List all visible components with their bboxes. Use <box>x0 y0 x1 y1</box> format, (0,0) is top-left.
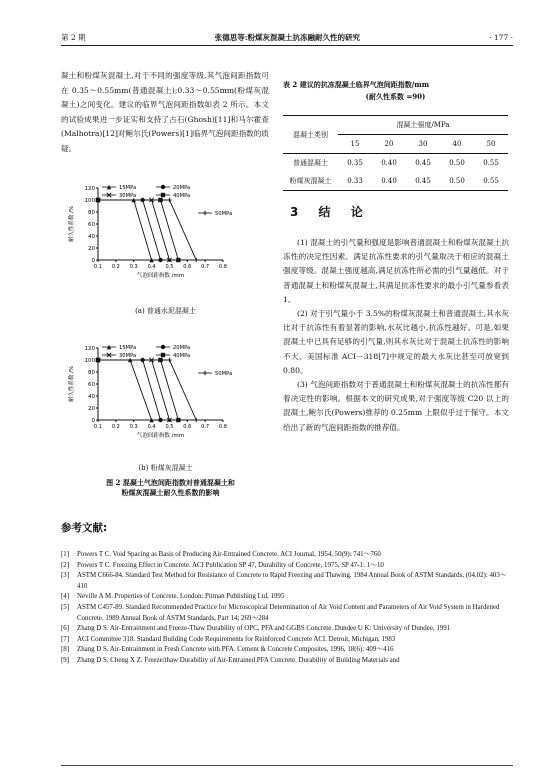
x-tick-label: 0.8 <box>219 424 227 430</box>
reference-item <box>61 561 511 572</box>
x-tick-label: 0.7 <box>201 424 210 430</box>
y-tick-label: 100 <box>84 358 95 364</box>
reference-text: Zhang D S. Air-Entrainment in Fresh Concrete with PFA. Cement & Concrete Composites, 1996, 18(6): 409～416 <box>77 646 394 654</box>
x-tick-label: 0.6 <box>183 264 192 270</box>
series-line <box>98 200 169 260</box>
reference-item <box>61 635 511 646</box>
reference-number: [5] <box>61 603 70 611</box>
table2-strength: 50 <box>486 140 496 148</box>
table2-cell: 0.50 <box>449 159 465 167</box>
table2-cell: 0.45 <box>415 177 431 185</box>
conclusion-paragraph: (1) 混凝土的引气量和强度是影响普通混凝土和粉煤灰混凝土抗冻性的决定性因素。满足抗冻性要求的引气量取决于相应的混凝土强度等级。混凝土强度越高,满足抗冻性所必需的引气量越低。对于普通混凝土和粉煤灰混凝土,其满足抗冻性要求的最小引气量参看表 1。 <box>283 238 509 304</box>
reference-text: ASTM C457-89. Standard Recommended Practice for Microscopical Determination of Air Void Content and Parameters of Air Void System in Hardened Concrete. 1989 Annual Book of ASTM Standards, Part 14; 269～284 <box>77 603 500 622</box>
x-tick-label: 0.6 <box>183 424 192 430</box>
figure-caption-line1: 图 2 混凝土气泡间距指数对普通混凝土和 <box>106 478 235 487</box>
data-point <box>161 353 165 357</box>
reference-item <box>61 645 511 656</box>
x-tick-label: 0.4 <box>147 264 156 270</box>
y-tick-label: 40 <box>88 234 95 240</box>
table2 <box>283 115 508 191</box>
table2-strength: 15 <box>350 140 360 148</box>
y-tick-label: 0 <box>91 418 95 424</box>
conclusion-paragraph: (2) 对于引气量小于 3.5%的粉煤灰混凝土和普通混凝土,其水灰比对于抗冻性有着显著的影响,水灰比越小,抗冻性越好。可是,如果混凝土中已具有足够的引气量,则其水灰比对于混凝土抗冻性的影响不大。美国标准 ACI－318[7]中规定的最大水灰比甚至可放宽到 0.80。 <box>283 309 509 375</box>
table2-caption-block <box>283 79 508 103</box>
references-list <box>61 550 511 667</box>
x-axis-label: 气泡间距指数 /mm <box>136 273 185 279</box>
y-tick-label: 60 <box>88 382 95 388</box>
series-line <box>98 360 196 420</box>
reference-text: Powers T C. Freezing Effect in Concrete. ACI Publication SP 47, Durability of Concrete, 1975, SP 47-1: 1～10 <box>77 561 384 569</box>
x-tick-label: 0.3 <box>129 264 138 270</box>
x-tick-label: 0.1 <box>94 264 102 270</box>
legend-label: 15MPa <box>119 345 137 351</box>
table2-cell: 0.35 <box>347 159 363 167</box>
reference-item <box>61 603 511 624</box>
x-tick-label: 0.5 <box>165 424 174 430</box>
reference-number: [1] <box>61 551 70 558</box>
x-tick-label: 0.2 <box>111 424 120 430</box>
table2-strength: 20 <box>384 140 394 148</box>
y-tick-label: 20 <box>88 406 95 412</box>
footer-rule <box>61 765 513 766</box>
x-tick-label: 0.2 <box>111 264 120 270</box>
table2-cell: 0.45 <box>415 159 431 167</box>
reference-item <box>61 550 511 561</box>
reference-item <box>61 624 511 635</box>
legend-label: 30MPa <box>119 193 137 199</box>
y-tick-label: 80 <box>88 210 95 216</box>
reference-item <box>61 571 511 592</box>
running-header <box>61 30 513 44</box>
figure-caption-a: (a) 普通水泥混凝土 <box>135 307 196 315</box>
table2-row-label: 粉煤灰混凝土 <box>289 177 332 185</box>
series-line <box>98 200 161 260</box>
data-point <box>161 185 165 189</box>
reference-text: Zhang D S, Cheng X Z. Freeze/thaw Durability of Air-Entrained PFA Concrete. Durability of Building Materials and <box>77 656 400 664</box>
table2-cell: 0.55 <box>483 159 499 167</box>
data-point <box>203 211 207 215</box>
legend-label: 20MPa <box>173 185 191 191</box>
y-tick-label: 20 <box>88 246 95 252</box>
y-tick-label: 80 <box>88 370 95 376</box>
table2-strength: 40 <box>452 140 462 148</box>
x-axis-label: 气泡间距指数 /mm <box>136 433 185 439</box>
figure-caption-main <box>63 478 278 498</box>
y-tick-label: 120 <box>84 346 95 352</box>
data-point <box>161 345 165 349</box>
table2-cell: 0.40 <box>381 177 397 185</box>
issue-number: 第 2 期 <box>61 32 86 42</box>
y-tick-label: 60 <box>88 222 95 228</box>
table2-cell: 0.33 <box>347 177 363 185</box>
conclusion-paragraph: (3) 气泡间距指数对于普通混凝土和粉煤灰混凝土的抗冻性都有着决定性的影响。根据本文的研究成果,对于强度等级 C20 以上的混凝土,鲍尔氏(Powers)推荐的 0.25mm 上限似乎过于保守。本文给出了新的气泡间距指数的推荐值。 <box>283 380 509 432</box>
reference-number: [2] <box>61 561 70 569</box>
x-tick-label: 0.5 <box>165 264 174 270</box>
table2-subcaption: (耐久性系数 =90) <box>365 92 426 101</box>
data-point <box>176 258 180 262</box>
data-point <box>167 358 171 362</box>
conclusions <box>283 236 509 435</box>
running-title: 张德思等:粉煤灰混凝土抗冻融耐久性的研究 <box>214 32 360 42</box>
y-tick-label: 120 <box>84 186 95 192</box>
x-tick-label: 0.1 <box>94 424 102 430</box>
reference-number: [6] <box>61 625 70 633</box>
legend-label: 40MPa <box>173 353 191 359</box>
table2-cell: 0.55 <box>483 177 499 185</box>
x-tick-label: 0.8 <box>219 264 227 270</box>
legend-label: 50MPa <box>215 211 233 217</box>
reference-number: [4] <box>61 593 70 601</box>
left-paragraph <box>61 69 269 157</box>
figure-caption-b: (b) 粉煤灰混凝土 <box>138 464 193 472</box>
data-point <box>176 418 180 422</box>
reference-text: Neville A M. Properties of Concrete. London: Pitman Publishing Ltd, 1995 <box>77 593 285 601</box>
table2-row <box>283 154 508 173</box>
reference-text: ACI Committee 318. Standard Building Code Requirements for Reinforced Concrete ACI. Detroit, Michigan, 1983 <box>77 635 396 643</box>
y-axis-label: 耐久性系数 /% <box>69 205 75 243</box>
page-number: · 177 · <box>489 32 513 42</box>
reference-number: [8] <box>61 646 70 654</box>
series-line <box>98 360 161 420</box>
reference-text: Zhang D S. Air-Entrainment and Freeze-Thaw Durability of OPC, PFA and GGBS Concrete. Dundee U K: University of Dundee, 1991 <box>77 625 451 633</box>
references-title: 参考文献: <box>61 522 108 534</box>
header-rule <box>61 45 513 46</box>
x-tick-label: 0.4 <box>147 424 156 430</box>
data-point <box>194 258 198 262</box>
data-point <box>161 193 165 197</box>
x-tick-label: 0.3 <box>129 424 138 430</box>
legend-label: 20MPa <box>173 345 191 351</box>
legend-label: 40MPa <box>173 193 191 199</box>
table2-cell: 0.40 <box>381 159 397 167</box>
table2-row-header: 混凝土类别 <box>283 116 338 154</box>
reference-number: [3] <box>61 572 70 580</box>
table2-col-header: 混凝土强度/MPa <box>338 116 508 135</box>
chart-a <box>63 180 268 305</box>
figure-caption-line2: 粉煤灰混凝土耐久性系数的影响 <box>121 488 220 497</box>
table2-caption: 表 2 建议的抗冻混凝土临界气泡间距指数/mm <box>283 80 430 89</box>
legend-label: 15MPa <box>119 185 137 191</box>
chart-b <box>63 340 268 465</box>
table2-cell: 0.50 <box>449 177 465 185</box>
series-line <box>98 200 152 260</box>
reference-item <box>61 656 511 667</box>
section-heading: 3 结 论 <box>290 205 371 219</box>
x-tick-label: 0.7 <box>201 264 210 270</box>
series-line <box>98 360 152 420</box>
reference-text: ASTM C666-84. Standard Test Method for Resistance of Concrete to Rapid Freezing and Thawing. 1984 Annual Book of ASTM Standards, (04.02): 403～410 <box>77 572 507 590</box>
y-tick-label: 100 <box>84 198 95 204</box>
y-tick-label: 40 <box>88 394 95 400</box>
table2-row-label: 普通混凝土 <box>293 159 328 167</box>
reference-number: [9] <box>61 656 70 664</box>
y-axis-label: 耐久性系数 /% <box>69 365 75 403</box>
data-point <box>158 418 162 422</box>
reference-number: [7] <box>61 635 70 643</box>
data-point <box>194 418 198 422</box>
table2-strength: 30 <box>418 140 428 148</box>
table2-row <box>283 172 508 191</box>
data-point <box>167 198 171 202</box>
data-point <box>203 371 207 375</box>
legend-label: 30MPa <box>119 353 137 359</box>
left-paragraph-text: 凝土和粉煤灰混凝土,对于不同的强度等级,其气泡间距指数可在 0.35～0.55mm(普通混凝土);0.33～0.55mm(粉煤灰混凝土)之间变化。建议的临界气泡间距指数如表 2 所示。本文的试验成果进一步证实和支持了古石(Ghosh)[11]和马尔霍查(Malhotra)[12]对鲍尔氏(Powers)[1]临界气泡间距指数的质疑。 <box>61 71 269 153</box>
y-tick-label: 0 <box>91 258 95 264</box>
series-line <box>98 200 196 260</box>
reference-text: Powers T C. Void Spacing as Basis of Producing Air-Entrained Concrete. ACI Journal, 1954, 50(9): 741～760 <box>77 551 381 558</box>
legend-label: 50MPa <box>215 371 233 377</box>
reference-item <box>61 592 511 603</box>
data-point <box>158 258 162 262</box>
